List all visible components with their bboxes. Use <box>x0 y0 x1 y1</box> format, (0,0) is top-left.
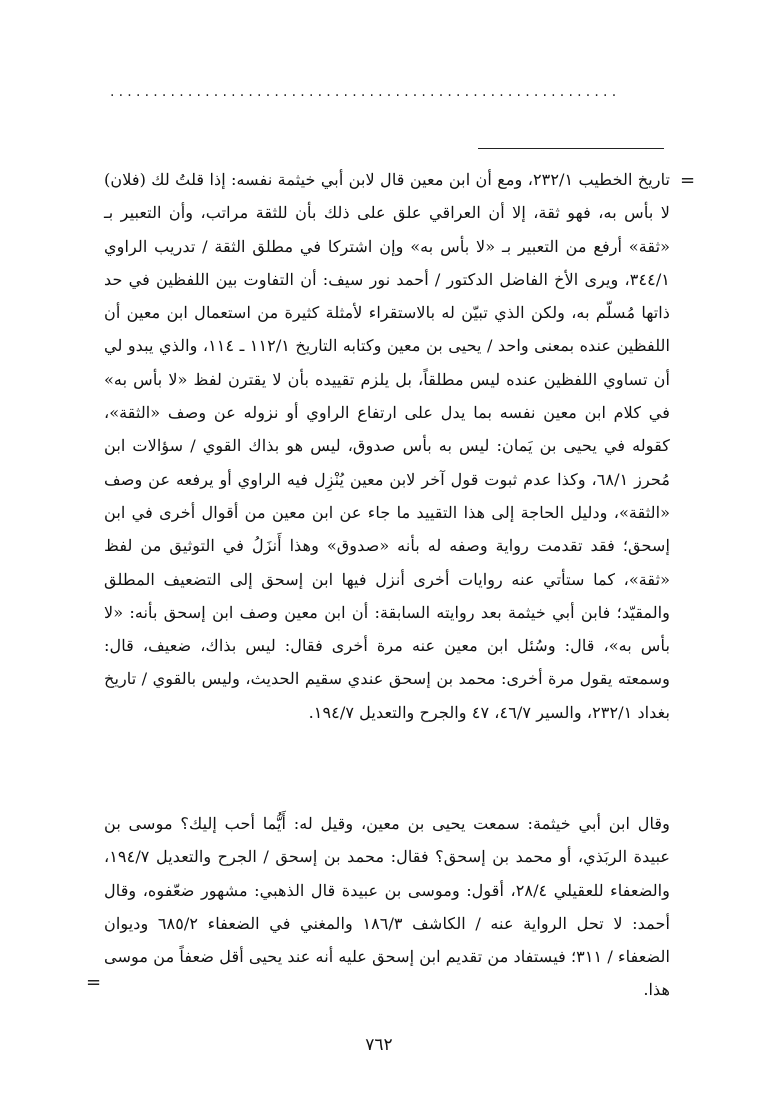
continuation-mark-bottom: = <box>86 972 102 993</box>
header-dotted-line: ........................................................... <box>110 84 621 100</box>
footnote-paragraph-2: وقال ابن أبي خيثمة: سمعت يحيى بن معين، وقيل له: أَيُّما أحب إليك؟ موسى بن عبيدة الربَذي، أو محمد بن إسحق؟ فقال: محمد بن إسحق / الجرح والتعديل ١٩٤/٧، والضعفاء للعقيلي ٢٨/٤، أقول: وموسى بن عبيدة قال الذهبي: مشهور ضعّفوه، وقال أحمد: لا تحل الرواية عنه / الكاشف ١٨٦/٣ والمغني في الضعفاء ٦٨٥/٢ وديوان الضعفاء / ٣١١؛ فيستفاد من تقديم ابن إسحق عليه أنه عند يحيى أقل ضعفاً من موسى هذا. <box>104 814 670 1000</box>
continuation-mark-top: = <box>680 170 696 191</box>
footnote-separator <box>478 148 664 149</box>
page-number: ٧٦٢ <box>365 1035 393 1055</box>
footnote-paragraph-1: تاريخ الخطيب ٢٣٢/١، ومع أن ابن معين قال لابن أبي خيثمة نفسه: إذا قلتُ لك (فلان) لا بأس به، فهو ثقة، إلا أن العراقي علق على ذلك بأن للثقة مراتب، وأن التعبير بـ «ثقة» أرفع من التعبير بـ «لا بأس به» وإن اشتركا في مطلق الثقة / تدريب الراوي ٣٤٤/١، ويرى الأخ الفاضل الدكتور / أحمد نور سيف: أن التفاوت بين اللفظين في حد ذاتها مُسلّم به، ولكن الذي تبيّن له بالاستقراء لأمثلة كثيرة من استعمال ابن معين أن اللفظين عنده بمعنى واحد / يحيى بن معين وكتابه التاريخ ١١٢/١ ـ ١١٤، والذي يبدو لي أن تساوي اللفظين عنده ليس مطلقاً، بل يلزم تقييده بأن لا يقترن لفظ «لا بأس به» في كلام ابن معين نفسه بما يدل على ارتفاع الراوي أو نزوله عن وصف «الثقة»، كقوله في يحيى بن يَمان: ليس به بأس صدوق، ليس هو بذاك القوي / سؤالات ابن مُحرز ٦٨/١، وكذا عدم ثبوت قول آخر لابن معين يُنْزِل فيه الراوي أو يرفعه عن وصف «الثقة»، ودليل الحاجة إلى هذا التقييد ما جاء عن ابن معين من أقوال أخرى في ابن إسحق؛ فقد تقدمت رواية وصفه له بأنه «صدوق» وهذا أَنزَلُ في التوثيق من لفظ «ثقة»، كما ستأتي عنه روايات أخرى أنزل فيها ابن إسحق إلى التضعيف المطلق والمقيّد؛ فابن أبي خيثمة بعد روايته السابقة: أن ابن معين وصف ابن إسحق بأنه: «لا بأس به»، قال: وسُئل ابن معين عنه مرة أخرى فقال: ليس بذاك، ضعيف، قال: وسمعته يقول مرة أخرى: محمد بن إسحق عندي سقيم الحديث، وليس بالقوي / تاريخ بغداد ٢٣٢/١، والسير ٤٦/٧، ٤٧ والجرح والتعديل ١٩٤/٧. <box>104 170 671 722</box>
